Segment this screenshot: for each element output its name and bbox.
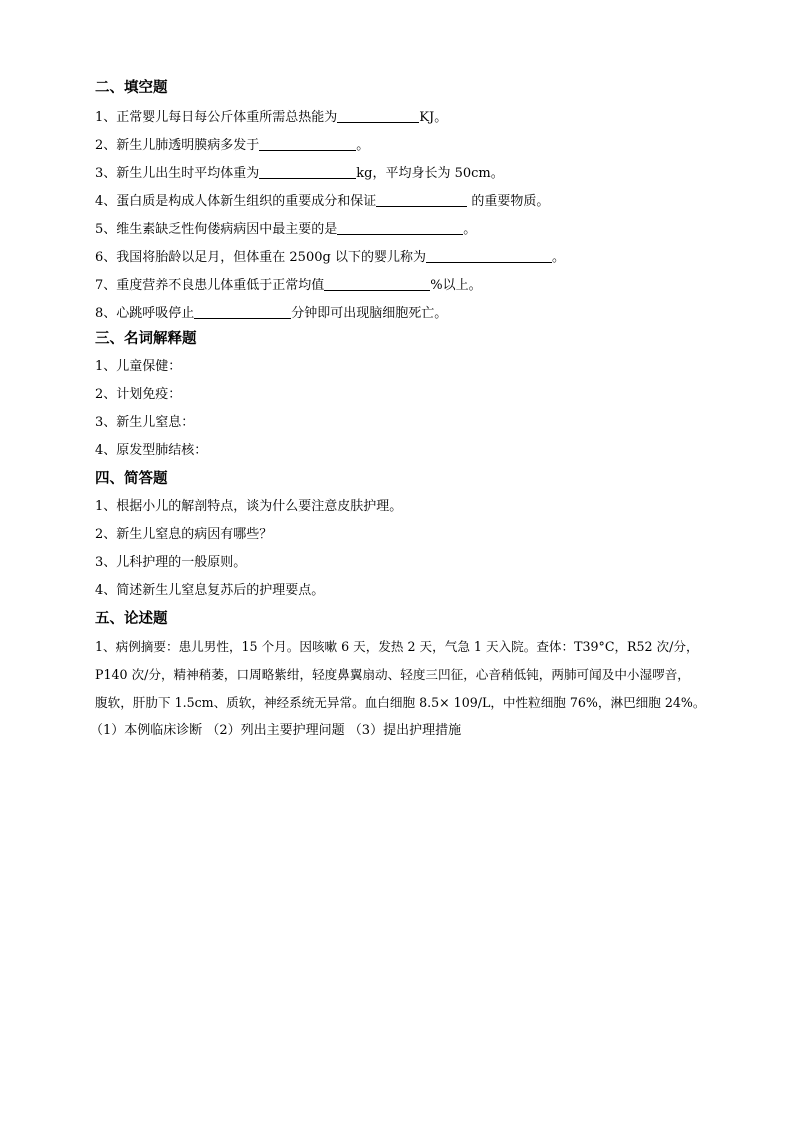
question-text: kg，平均身长为 50cm。: [356, 166, 504, 181]
question-item: 3、新生儿窒息：: [95, 415, 195, 430]
question-item: 4、简述新生儿窒息复苏后的护理要点。: [95, 583, 325, 598]
question-text: 。: [356, 138, 370, 153]
question-text: 1、正常婴儿每日每公斤体重所需总热能为: [95, 110, 338, 125]
section-heading: 五、论述题: [95, 611, 168, 627]
answer-blank[interactable]: [194, 304, 291, 319]
question-item: 1、根据小儿的解剖特点，谈为什么要注意皮肤护理。: [95, 499, 403, 514]
question-text: 4、蛋白质是构成人体新生组织的重要成分和保证: [95, 194, 377, 209]
question-1: [95, 108, 447, 126]
case-text: 腹软，肝肋下 1.5cm、质软，神经系统无异常。血白细胞 8.5× 109/L，中性粒细胞 76%，淋巴细胞 24%。: [95, 695, 706, 710]
question-7: [95, 276, 482, 294]
question-text: 2、新生儿肺透明膜病多发于: [95, 138, 260, 153]
question-text: KJ。: [419, 110, 448, 125]
question-6: [95, 248, 565, 266]
answer-blank[interactable]: [259, 136, 356, 151]
question-text: 7、重度营养不良患儿体重低于正常均值: [95, 278, 325, 293]
question-2: [95, 136, 369, 154]
answer-blank[interactable]: [337, 220, 463, 235]
question-item: 2、计划免疫：: [95, 387, 182, 402]
answer-blank[interactable]: [259, 164, 356, 179]
question-text: %以上。: [430, 278, 482, 293]
answer-blank[interactable]: [376, 192, 467, 207]
answer-blank[interactable]: [337, 108, 419, 123]
question-item: 1、儿童保健：: [95, 359, 182, 374]
answer-blank[interactable]: [324, 276, 430, 291]
question-8: [95, 304, 447, 322]
question-item: 3、儿科护理的一般原则。: [95, 555, 247, 570]
case-text: P140 次/分，精神稍萎，口周略紫绀，轻度鼻翼扇动、轻度三凹征，心音稍低钝，两肺可闻及中小湿啰音，: [95, 667, 690, 682]
answer-blank[interactable]: [426, 248, 552, 263]
question-text: 8、心跳呼吸停止: [95, 306, 195, 321]
question-text: 6、我国将胎龄以足月，但体重在 2500g 以下的婴儿称为: [95, 250, 426, 265]
section-heading: 二、填空题: [95, 80, 168, 96]
section-heading: 三、名词解释题: [95, 331, 197, 347]
question-item: 4、原发型肺结核：: [95, 443, 208, 458]
question-text: 。: [551, 250, 565, 265]
question-3: [95, 164, 504, 182]
question-text: 5、维生素缺乏性佝偻病病因中最主要的是: [95, 222, 338, 237]
case-text: 1、病例摘要：患儿男性，15 个月。因咳嗽 6 天，发热 2 天，气急 1 天入院。查体：T39°C，R52 次/分，: [95, 639, 699, 654]
question-4: [95, 192, 549, 210]
section-heading: 四、简答题: [95, 471, 168, 487]
question-5: [95, 220, 476, 238]
question-text: 。: [463, 222, 477, 237]
question-text: 分钟即可出现脑细胞死亡。: [291, 306, 448, 321]
case-questions: （1）本例临床诊断 （2）列出主要护理问题 （3）提出护理措施: [90, 723, 462, 738]
question-text: 3、新生儿出生时平均体重为: [95, 166, 260, 181]
question-text: 的重要物质。: [467, 194, 550, 209]
question-item: 2、新生儿窒息的病因有哪些？: [95, 527, 273, 542]
